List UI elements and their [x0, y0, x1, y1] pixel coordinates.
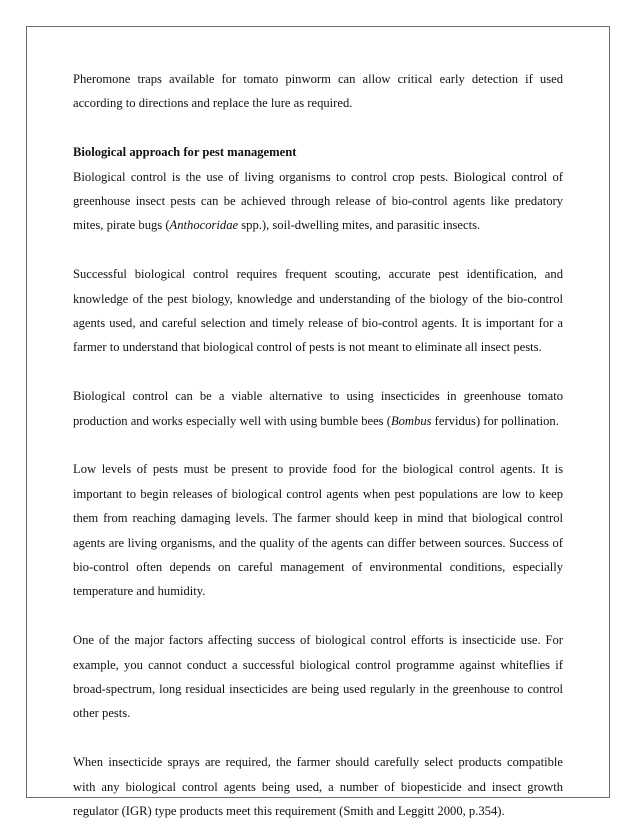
intro-paragraph: Pheromone traps available for tomato pinworm can allow critical early detection if used according to directions and replace the lure as required.	[73, 72, 563, 111]
paragraph-insecticide-sprays: When insecticide sprays are required, the farmer should carefully select products compatible with any biological control agents being used, a number of biopesticide and insect growth regulator (IGR) type products meet this requirement (Smith and Leggitt 2000, p.354).	[73, 755, 563, 819]
italic-genus: Bombus	[390, 413, 432, 428]
paragraph-text: fervidus) for pollination.	[431, 413, 559, 428]
paragraph-text: spp.), soil-dwelling mites, and parasitic insects.	[238, 218, 481, 233]
paragraph-text: Biological control is the use of living organisms to control crop pests. Biological control of greenhouse insect pests can be achieved through release of bio-control agents like predatory mites, pirate bugs (	[73, 169, 563, 233]
paragraph-successful-control: Successful biological control requires frequent scouting, accurate pest identification, and knowledge of the pest biology, knowledge and understanding of the biology of the bio-control agents used, and careful selection and timely release of bio-control agents. It is important for a farmer to understand that biological control of pests is not meant to eliminate all insect pests.	[73, 267, 563, 355]
paragraph-text: Biological control can be a viable alternative to using insecticides in greenhouse tomato production and works especially well with using bumble bees (	[73, 389, 563, 428]
paragraph-biological-control-definition	[73, 165, 563, 238]
paragraph-low-pest-levels: Low levels of pests must be present to provide food for the biological control agents. It is important to begin releases of biological control agents when pest populations are low to keep them from reaching damaging levels. The farmer should keep in mind that biological control agents are living organisms, and the quality of the agents can differ between sources. Success of bio-control often depends on careful management of environmental conditions, especially temperature and humidity.	[73, 462, 563, 599]
italic-taxon: Anthocoridae	[169, 218, 239, 233]
paragraph-insecticide-factors: One of the major factors affecting success of biological control efforts is insecticide use. For example, you cannot conduct a successful biological control programme against whiteflies if broad-spectrum, long residual insecticides are being used regularly in the greenhouse to control other pests.	[73, 633, 563, 721]
paragraph-viable-alternative	[73, 384, 563, 433]
section-heading: Biological approach for pest management	[73, 145, 297, 160]
document-body	[73, 67, 563, 824]
